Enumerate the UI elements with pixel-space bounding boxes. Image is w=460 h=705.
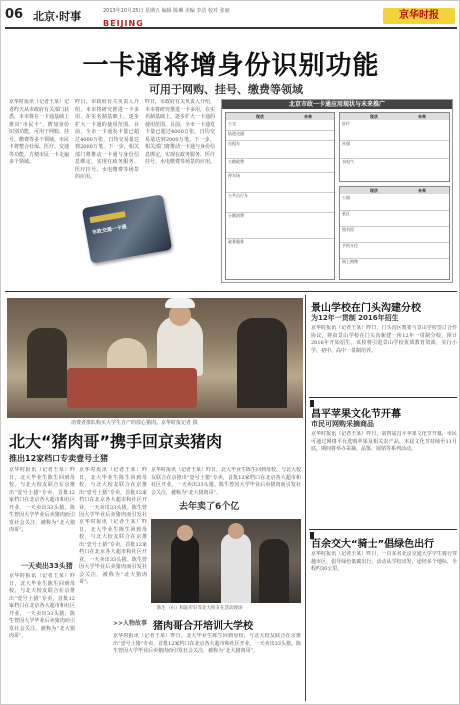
top-story-body-col1	[9, 99, 69, 283]
col-current-label: 现状	[370, 188, 378, 193]
pork-body-col3	[151, 467, 301, 495]
school-headline: 景山学校在门头沟建分校	[311, 303, 421, 314]
school-body	[311, 325, 457, 393]
table-left	[225, 112, 335, 280]
pork-kicker-2: 去年卖了6个亿	[179, 502, 240, 512]
school-subhead: 为12年一贯制 2016年招生	[311, 314, 399, 322]
col-future-label: 未来	[418, 188, 426, 193]
pork-body-text: 京华时报讯（记者王某）昨日，北大毕业生陈生回到母校，与北大校友联合在京推出“壹号土猪”专卖，首批12家档口在北京各大超市和社区开业，一天卖出33头猪。陈生曾因大学毕业后卖猪肉而引发社会关注，被称为“北大猪肉哥”。	[9, 573, 75, 639]
table-row: 停车场	[226, 173, 334, 193]
col-future-label: 未来	[418, 114, 426, 119]
table-row: 出租车	[226, 141, 334, 159]
newspaper-logo: 京华时报	[383, 8, 455, 24]
apple-body-text: 京华时报讯（记者王某）昨日，第四届昌平苹果文化节开幕，市民可通过网络平台选购苹果及相关农产品。本届文化节持续至11月底，期间将举办采摘、品鉴、展销等系列活动。	[311, 431, 457, 452]
table-right-bottom	[339, 186, 450, 280]
section-divider	[5, 291, 457, 292]
pork-body-col1b	[9, 573, 75, 701]
table-row: 手机支付	[340, 243, 449, 259]
pork-subhead: 推出12家档口专卖壹号土猪	[9, 454, 109, 463]
cycling-headline: 百余交大“骑士”倡绿色出行	[311, 539, 435, 550]
top-story-body-text-2: 昨日，市政府有关负责人介绍，本市将研究推进一卡多用，在实名制基础上，逐步扩大一卡通的使用范围。目前，全市一卡通发卡量已超过4000万张，日均交易量达到2000万笔。下一步，相关部门将推动一卡通与身份信息绑定，实现在政务服务、医疗挂号、水电缴费等场景的应用。	[75, 99, 139, 180]
table-row: 医疗	[340, 121, 449, 141]
top-headline: 一卡通将增身份识别功能	[82, 51, 380, 81]
table-row: 轨道交通	[226, 131, 334, 141]
apple-subhead: 市民可网购采摘商品	[311, 420, 374, 428]
section-name-en: BEIJING	[103, 19, 144, 28]
top-subhead: 可用于网购、挂号、缴费等领域	[149, 83, 303, 96]
section-name: 北京·时事	[33, 10, 82, 23]
box-body-text: 京华时报讯（记者王某）昨日，北大毕业生陈生回到母校，与北大校友联合在京推出“壹号土猪”专卖，首批12家档口在北京各大超市和社区开业，一天卖出33头猪。陈生曾因大学毕业后卖猪肉而引发社会关注，被称为“北大猪肉哥”。	[113, 633, 301, 654]
photo-caption: 消费者排队购买大学生自产的放心猪肉。京华时报记者 摄	[71, 420, 198, 426]
table-row: 政务服务	[228, 239, 244, 244]
cycling-body-text: 京华时报讯（记者王某）昨日，一百多名北京交通大学学生骑行穿越市区，倡导绿色低碳出行。活动从学校出发，途经多个地标，全程约30公里。	[311, 551, 457, 572]
table-title: 北京市政一卡通应用现状与未来推广	[222, 100, 452, 109]
table-right-bottom-header	[340, 187, 449, 194]
table-row: 公路收费	[226, 159, 334, 173]
table-row: 景区	[340, 211, 449, 227]
pork-body-col2b	[79, 519, 147, 615]
apple-headline: 昌平苹果文化节开幕	[311, 409, 401, 420]
table-row: 水电气	[342, 159, 354, 164]
market-photo	[7, 298, 303, 418]
card-label: 市政交通一卡通	[91, 224, 128, 237]
top-story-body-col3	[145, 99, 215, 283]
top-story-body-text: 京华时报讯（记者王某）记者昨天从市政府有关部门获悉，本市将在一卡通基础上推出“市民卡”，增加身份识别功能，可用于网购、挂号、缴费等多个领域。市民卡将整合社保、医疗、交通等功能，方便市民一卡走遍多个领域。	[9, 99, 69, 165]
table-row: 小额消费	[226, 213, 334, 239]
table-row: 社保	[340, 141, 449, 159]
table-row: 图书馆	[340, 227, 449, 243]
pork-body-text: 京华时报讯（记者王某）昨日，北大毕业生陈生回到母校，与北大校友联合在京推出“壹号土猪”专卖，首批12家档口在北京各大超市和社区开业，一天卖出33头猪。陈生曾因大学毕业后卖猪肉而引发社	[79, 467, 147, 517]
cycling-body	[311, 551, 457, 701]
pork-body-col2	[79, 467, 147, 517]
table-left-header	[226, 113, 334, 120]
table-row: 公交	[226, 121, 334, 131]
col-future-label: 未来	[304, 114, 312, 119]
apple-body	[311, 431, 457, 525]
card-chip-icon	[89, 211, 125, 223]
page-header	[5, 5, 457, 29]
box-body	[113, 633, 301, 701]
box-title: 猪肉哥合开培训大学校	[153, 621, 253, 632]
pork-body-text: 京华时报讯（记者王某）昨日，北大毕业生陈生回到母校，与北大校友联合在京推出“壹号土猪”专卖，首批12家档口在北京各大超市和社区开业，一天卖出33头猪。陈生曾因大学毕业后卖猪肉而引发社会关注，被称为“北大猪肉哥”。	[9, 467, 75, 533]
story-divider	[309, 529, 457, 530]
pork-body-col1	[9, 467, 75, 557]
table-right-top-header	[340, 113, 449, 120]
pork-kicker: 一天卖出33头猪	[21, 562, 73, 570]
top-story-body-text-3: 昨日，市政府有关负责人介绍，本市将研究推进一卡多用，在实名制基础上，逐步扩大一卡通的使用范围。目前，全市一卡通发卡量已超过4000万张，日均交易量达到2000万笔。下一步，相关部门将推动一卡通与身份信息绑定，实现在政务服务、医疗挂号、水电缴费等场景的应用。	[145, 99, 215, 165]
table-row: 网上购物	[342, 259, 358, 264]
info-table	[221, 99, 453, 283]
school-body-text: 京华时报讯（记者王某）昨日，门头沟区教委与景山学校签订合作协议，将由景山学校在门头沟新建一所12年一贯制分校，预计2016年开始招生。该校将引进景山学校优质教育资源，实行小学、初中、高中一贯制培养。	[311, 325, 457, 354]
photo2-caption: 陈生（右）和陆步轩等北大校友在活动现场	[157, 606, 243, 611]
page-number: 06	[5, 7, 24, 22]
story-divider	[309, 397, 457, 398]
dateline: 2013年10月25日 星期五 编辑 陈琳 美编 李洁 校对 张丽	[103, 8, 230, 14]
alumni-photo	[151, 519, 301, 603]
pork-headline: 北大“猪肉哥”携手回京卖猪肉	[9, 432, 223, 451]
col-current-label: 现状	[370, 114, 378, 119]
col-current-label: 现状	[256, 114, 264, 119]
pork-body-text: 京华时报讯（记者王某）昨日，北大毕业生陈生回到母校，与北大校友联合在京推出“壹号土猪”专卖，首批12家档口在北京各大超市和社区开业，一天卖出33头猪。陈生曾因大学毕业后卖猪肉而引发社会关注，被称为“北大猪肉哥”。	[151, 467, 301, 495]
pork-body-text: 京华时报讯（记者王某）昨日，北大毕业生陈生回到母校，与北大校友联合在京推出“壹号土猪”专卖，首批12家档口在北京各大超市和社区开业，一天卖出33头猪。陈生曾因大学毕业后卖猪肉而引发社会关注，被称为“北大猪肉哥”。	[79, 519, 147, 585]
table-row: 公共自行车	[226, 193, 334, 213]
top-story-body-col2	[75, 99, 139, 199]
column-rule	[305, 295, 306, 701]
table-row: 公园	[340, 195, 449, 211]
table-right-top	[339, 112, 450, 182]
box-kicker: >>人物故事	[113, 620, 148, 627]
